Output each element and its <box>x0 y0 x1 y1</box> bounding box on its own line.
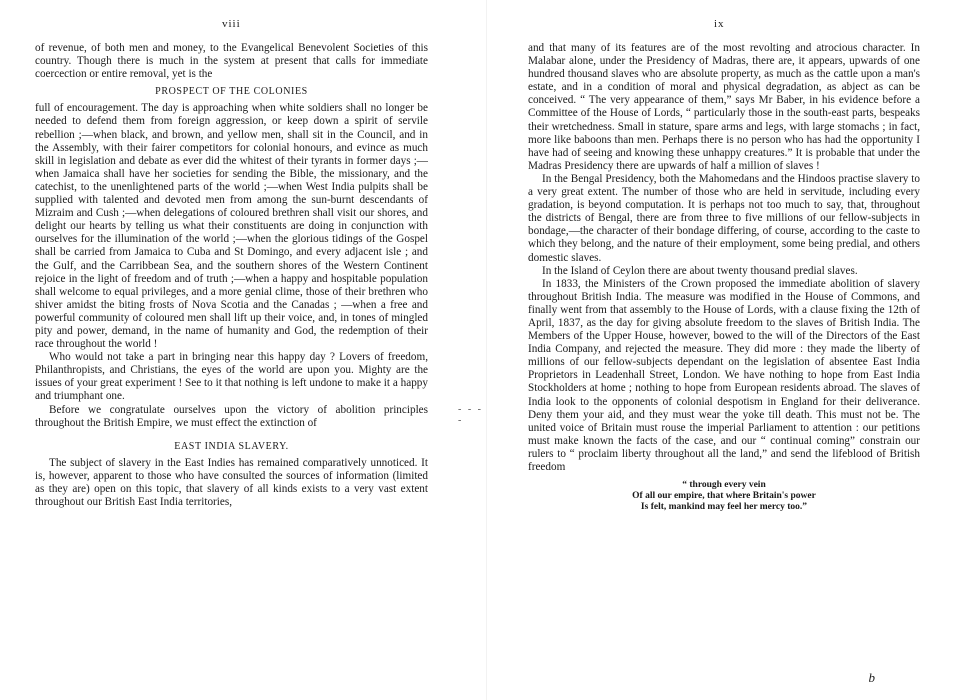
quote-line: “ through every vein <box>682 480 766 491</box>
verse-quotation <box>528 480 920 513</box>
page-number-right: ix <box>714 18 725 30</box>
page-number-left: viii <box>222 18 241 30</box>
paragraph: and that many of its features are of the most revolting and atrocious character. In Malabar alone, under the Presidency of Madras, there are, it appears, upwards of one hundred thousand slaves who are absolute property, as much as the cattle upon a man's estate, and in a condition of moral and physical degradation, as abject as can be conceived. “ The very appearance of them,” says Mr Baber, in his evidence before a Committee of the House of Lords, “ particularly those in the south-east parts, bespeaks their wretchedness. Small in stature, spare arms and legs, with large stomachs ; in fact, more like baboons than men. Perhaps there is no person who has had the opportunity I have had of seeing and knowing these unhappy creatures.” It is probable that under the Madras Presidency there are upwards of half a million of slaves ! <box>528 42 920 172</box>
right-column-text <box>528 42 920 513</box>
signature-mark: b <box>868 670 875 685</box>
paragraph: In 1833, the Ministers of the Crown proposed the immediate abolition of slavery throughout British India. The measure was modified in the House of Commons, and finally went from that assembly to the House of Lords, with a clause fixing the 12th of April, 1837, as the day for giving absolute freedom to the slaves of British India. The Members of the Upper House, however, bowed to the will of the Directors of the East India Company, and rejected the measure. They did more : they made the liberty of millions of our fellow-subjects dependant on the legislation of absentee East India Proprietors in Leadenhall Street, London. We have nothing to hope from East India Stockholders at home ; nothing to hope from European residents abroad. The slaves of India look to the opponents of colonial despotism in England for their deliverance. Deny them your aid, and they must wear the yoke till death. This must not be. The united voice of Britain must rouse the imperial Parliament to attention : our petitions must make known the facts of the case, and our “ continual coming” constrain our rulers to “ proclaim liberty throughout all the land,” and send the lifeblood of British freedom <box>528 277 920 473</box>
paragraph: of revenue, of both men and money, to the Evangelical Benevolent Societies of this country. Though there is much in the system at present that calls for immediate coercection or entire removal, yet is the <box>35 42 428 81</box>
paragraph: In the Island of Ceylon there are about twenty thousand predial slaves. <box>542 264 858 277</box>
left-column-text <box>35 42 428 509</box>
paragraph: The subject of slavery in the East Indies has remained comparatively unnoticed. It is, however, apparent to those who have consulted the sources of information (limited as they are) open on this topic, that slavery of all kinds exists to a very vast extent throughout our British East India territories, <box>35 456 428 509</box>
section-heading: EAST INDIA SLAVERY. <box>174 440 289 452</box>
paragraph: Who would not take a part in bringing near this happy day ? Lovers of freedom, Philanthropists, and Christians, the eyes of the world are upon you. Mighty are the issues of your great experiment ! See to it that nothing is left undone to make it a happy and triumphant one. <box>35 351 428 403</box>
right-page <box>490 0 980 700</box>
paragraph: full of encouragement. The day is approaching when white soldiers shall no longer be needed to defend them from foreign aggression, or keep down a spirit of servile rebellion ;—when black, and brown, and yellow men, shall sit in the Council, and in the Assembly, with their fairer competitors for colonial honours, and evince as much skill in legislation and debate as ever did the whitest of their tyrants in former days ;—when Jamaica shall have her societies for sending the Bible, the missionary, and the catechist, to the unenlightened parts of the world ;—when West India pulpits shall be supplied with talented and devoted men from among the sun-burnt descendants of Mizraim and Cush ;—when delegations of coloured brethren shall visit our shores, and delight our hearts by telling us what their constituents are doing in conjunction with ourselves for the illumination of the world ;—when the glorious tidings of the Gospel shall be carried from Jamaica to Cuba and St Domingo, and every adjacent isle ; and the Gulf, and the Carribbean Sea, and the southern shores of the Western Continent rejoice in the light of freedom and of truth ;—when a happy and hospitable population shall welcome to equal privileges, and a more genial clime, those of their brethren who shiver amidst the biting frosts of Nova Scotia and the Canadas ; —when a free and powerful community of coloured men shall lift up their voice, and, in tones of mingled pity and power, demand, in the name of humanity and God, the redemption of their race throughout the world ! <box>35 102 428 351</box>
paragraph: Before we congratulate ourselves upon the victory of abolition principles throughout the British Empire, we must effect the extinction of <box>35 403 428 429</box>
margin-mark: - - - - <box>458 404 483 426</box>
section-heading: PROSPECT OF THE COLONIES <box>155 86 308 98</box>
quote-line: Of all our empire, that where Britain's power <box>632 491 816 502</box>
quote-line: Is felt, mankind may feel her mercy too.” <box>640 502 808 513</box>
paragraph: In the Bengal Presidency, both the Mahomedans and the Hindoos practise slavery to a very great extent. The number of those who are held in servitude, including every gradation, is beyond computation. It is perhaps not too much to say, that, throughout the districts of Bengal, there are from three to five millions of our fellow-subjects in bondage,—the character of their bondage differing, of course, according to the caste to which they belong, and the nature of their employment, some being predial, and others domestic slaves. <box>528 172 920 264</box>
